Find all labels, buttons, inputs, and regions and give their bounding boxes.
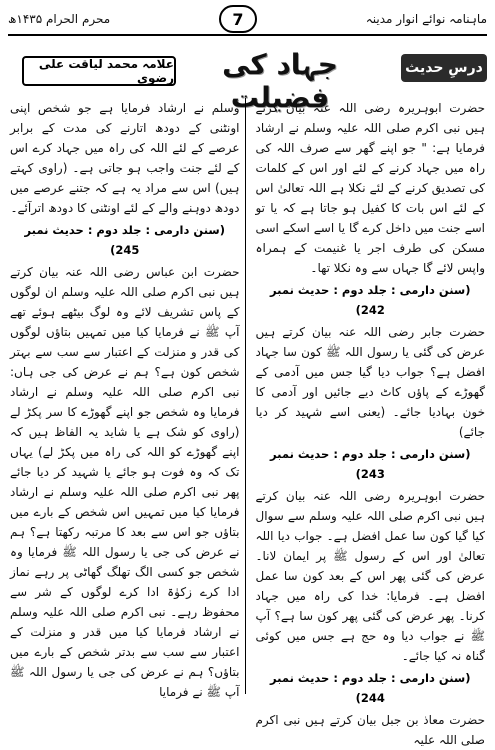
hadith-reference: (سنن دارمی : جلد دوم : حدیث نمبر 242) xyxy=(270,283,471,317)
header-rule xyxy=(8,34,487,36)
hadith-reference: (سنن دارمی : جلد دوم : حدیث نمبر 244) xyxy=(270,671,471,705)
paragraph: حضرت ابوہریرہ رضی اللہ عنہ بیان کرتے ہیں نبی اکرم صلی اللہ علیہ وسلم سے سوال کیا گیا کون سا عمل افضل ہے۔ جواب دیا اللہ تعالیٰ اور اس کے رسول ﷺ پر ایمان لانا۔ عرض کی گئی پھر اس کے بعد کون سا عمل افضل ہے۔ فرمایا: خدا کی راہ میں جہاد کرنا۔ پھر عرض کی گئی پھر کون سا ہے؟ آپ ﷺ نے جواب دیا وہ حج ہے جس میں کوئی گناہ نہ کیا جائے۔ xyxy=(255,489,485,663)
article-heading xyxy=(8,48,487,114)
author-name: علامہ محمد لیاقت علی رضوی xyxy=(22,56,176,86)
article-body xyxy=(9,98,485,747)
paragraph: حضرت جابر رضی اللہ عنہ بیان کرتے ہیں عرض کی گئی یا رسول اللہ ﷺ کون سا جہاد افضل ہے؟ جواب دیا گیا جس میں آدمی کے گھوڑے کے پاؤں کاٹ دیے جائیں اور آدمی کا خون بہادیا جائے۔ (یعنی اسے شہید کر دیا جائے) xyxy=(255,325,485,439)
article-title: جہاد کی فضیلت xyxy=(222,48,338,114)
left-column xyxy=(9,98,240,699)
page-header xyxy=(8,4,487,34)
right-column xyxy=(255,98,485,747)
hadith-reference: (سنن دارمی : جلد دوم : حدیث نمبر 245) xyxy=(24,223,225,257)
paragraph: حضرت معاذ بن جبل بیان کرتے ہیں نبی اکرم صلی اللہ علیہ xyxy=(255,713,485,747)
column-divider xyxy=(245,98,246,694)
paragraph: حضرت ابوہریرہ رضی اللہ عنہ بیان کرتے ہیں نبی اکرم صلی اللہ علیہ وسلم نے ارشاد فرمایا ہے: " جو اپنے گھر سے صرف اللہ کی راہ میں جہاد کرنے کے لئے اور اس کے کلمات کی تصدیق کرنے کے لئے نکلا ہے اللہ تعالیٰ اس کے لئے اس بات کا کفیل ہو جاتا ہے کہ یا تو اسے جنت میں داخل کرے گا یا اسے اسکے اسی مسکن کی طرف اجر یا غنیمت کے ہمراہ واپس لائے گا جہاں سے وہ نکلا تھا۔ xyxy=(255,101,485,275)
paragraph: وسلم نے ارشاد فرمایا ہے جو شخص اپنی اونٹنی کے دودھ اتارنے کی مدت کے برابر عرصے کے لئے اللہ کی راہ میں جہاد کرے اس کے لئے جنت واجب ہو جاتی ہے۔ (راوی کہتے ہیں) اس سے مراد یہ ہے کہ جتنے عرصے میں دودھ دوہنے والے کے لئے اونٹنی کا دودھ اترآئے۔ xyxy=(9,101,240,215)
section-tag: درسِ حدیث xyxy=(401,54,487,82)
paragraph: حضرت ابن عباس رضی اللہ عنہ بیان کرتے ہیں نبی اکرم صلی اللہ علیہ وسلم ان لوگوں کے پاس تشریف لائے وہ لوگ بیٹھے ہوئے تھے آپ ﷺ نے فرمایا کیا میں تمہیں بتاؤں لوگوں کی قدر و منزلت کے اعتبار سے سب سے بہتر شخص کون ہے؟ ہم نے عرض کی جی ہاں: نبی اکرم صلی اللہ علیہ وسلم نے ارشاد فرمایا وہ شخص جو اپنے گھوڑے کا سر پکڑ لے (راوی کو شک ہے یا شاید یہ الفاظ ہیں کہ اپنے گھوڑے کو اللہ کی راہ میں پکڑ لے) یہاں تک کہ وہ فوت ہو جائے یا شہید کر دیا جائے پھر نبی اکرم صلی اللہ علیہ وسلم نے ارشاد فرمایا کیا میں تمہیں اس شخص کے بارے میں بتاؤں جو اس سے بعد کا مرتبہ رکھتا ہے؟ ہم نے عرض کی جی یا رسول اللہ ﷺ فرمایا وہ شخص جو کسی الگ تھلگ گھاٹی پر رہے نماز ادا کرے زکوٰۃ ادا کرے لوگوں کے شر سے محفوظ رہے۔ نبی اکرم صلی اللہ علیہ وسلم نے ارشاد فرمایا کیا میں قدر و منزلت کے اعتبار سے سب سے بدتر شخص کے بارے میں بتاؤں؟ ہم نے عرض کی جی یا رسول اللہ ﷺ آپ ﷺ نے فرمایا xyxy=(9,265,240,699)
page-number: 7 xyxy=(219,5,257,33)
hadith-reference: (سنن دارمی : جلد دوم : حدیث نمبر 243) xyxy=(270,447,471,481)
issue-date: محرم الحرام ۱۴۳۵ھ xyxy=(8,12,111,26)
magazine-name: ماہنامہ نوائے انوار مدینہ xyxy=(365,12,487,26)
